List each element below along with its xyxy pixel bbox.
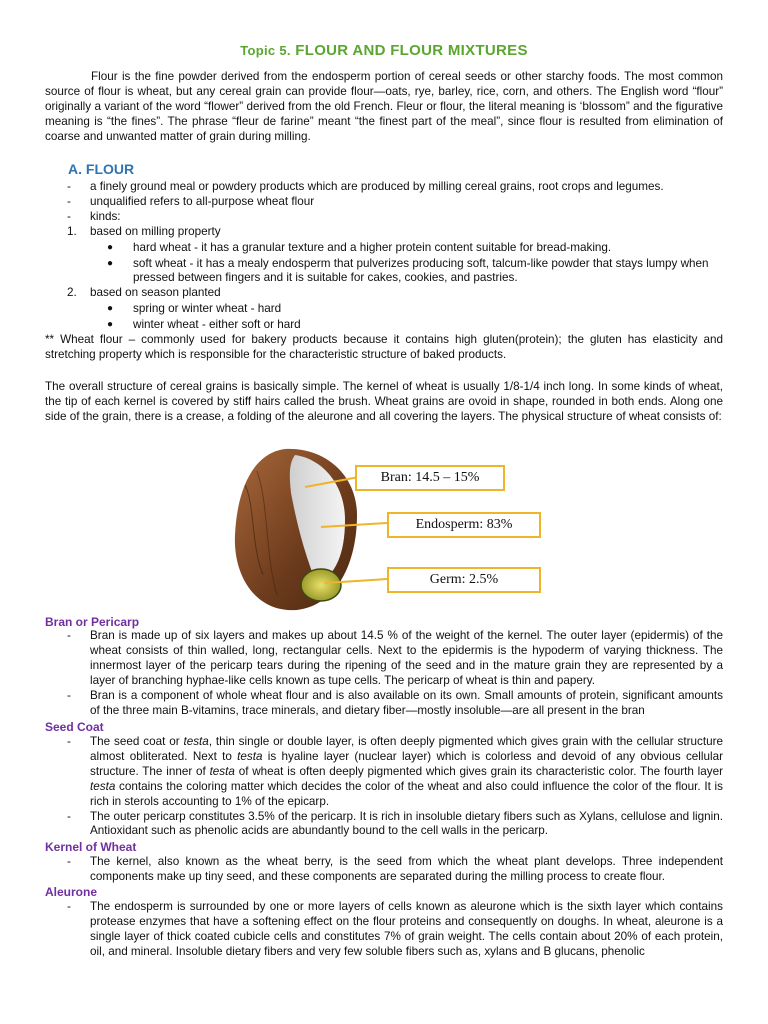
dash-marker: - xyxy=(67,735,71,748)
kernel-section-title: Kernel of Wheat xyxy=(45,840,137,854)
list-item: - The endosperm is surrounded by one or more layers of cells known as aleurone which is the sixth layer which contains protease enzymes that have a softening effect on the flour proteins and consequently on doughs. In wheat, aleurone is a single layer of thick coated cubicle cells and constitutes 7% of grain weight. The cells contain about 20% of each protein, oil, and mineral. Insoluble dietary fibers and very few soluble fibers such as, xylans and B glucans, phenolic xyxy=(67,900,723,958)
numbered-item: 1. based on milling property xyxy=(67,224,221,238)
bullet-icon: ● xyxy=(107,257,114,269)
item-number: 2. xyxy=(67,286,77,300)
dash-marker: - xyxy=(67,194,71,208)
wheat-flour-note: ** Wheat flour – commonly used for bakery products because it contains high gluten(protein); the gluten has elasticity and stretching property which is responsible for the characteristic structure of baked products. xyxy=(45,333,723,361)
section-a-heading: A. FLOUR xyxy=(68,161,135,177)
dash-marker: - xyxy=(67,629,71,642)
aleurone-list xyxy=(45,900,723,960)
dash-marker: - xyxy=(67,809,71,823)
bullet-icon: ● xyxy=(107,319,114,331)
sub-bullet-item: ● soft wheat - it has a mealy endosperm that pulverizes producing soft, talcum-like powder that stays lumpy when pressed between fingers and it is suitable for cakes, cookies, and pastries. xyxy=(107,256,709,285)
sub-bullet-item: ● hard wheat - it has a granular texture and a higher protein content suitable for bread-making. xyxy=(107,240,612,254)
list-item: - Bran is a component of whole wheat flour and is also available on its own. Small amounts of protein, significant amounts of the three main B-vitamins, trace minerals, and dietary fiber—mostly insoluble—are all present in the bran xyxy=(67,688,723,717)
list-item: - The kernel, also known as the wheat berry, is the seed from which the wheat plant develops. Three independent components make up tiny seed, and these components are separated during the milling process to create flour. xyxy=(67,855,723,883)
title-main: FLOUR AND FLOUR MIXTURES xyxy=(295,42,528,59)
kernel-list xyxy=(45,855,723,885)
list-item: - kinds: xyxy=(67,209,121,223)
germ-part xyxy=(301,569,341,601)
dash-marker: - xyxy=(67,688,71,702)
list-item: - The outer pericarp constitutes 3.5% of the pericarp. It is rich in insoluble dietary fibers such as Xylans, cellulose and lignin. Antioxidant such as phenolic acids are abundantly bound to the cell walls in the pericarp. xyxy=(67,809,723,838)
list-item: - The seed coat or testa, thin single or double layer, is often deeply pigmented which gives grain with the cellular structure almost obliterated. Next to testa is hyaline layer (nuclear layer) which is colorless and devoid of any obvious cellular structure. The inner of testa of wheat is often deeply pigmented which gives grain its characteristic color. The fourth layer testa contains the coloring matter which decides the color of the wheat and also could influence the color of the flour. It is rich in sterols accounting to 1% of the epicarp. xyxy=(67,735,723,808)
seed-coat-list xyxy=(45,735,723,839)
flour-list xyxy=(45,180,723,333)
bran-section-title: Bran or Pericarp xyxy=(45,615,140,629)
wheat-kernel-figure xyxy=(225,445,545,615)
aleurone-section-title: Aleurone xyxy=(45,885,98,899)
title-prefix: Topic 5. xyxy=(240,43,291,58)
dash-marker: - xyxy=(67,209,71,223)
sub-bullet-item: ● winter wheat - either soft or hard xyxy=(107,318,301,332)
seed-coat-section-title: Seed Coat xyxy=(45,720,104,734)
bullet-icon: ● xyxy=(107,241,114,253)
list-item: - a finely ground meal or powdery products which are produced by milling cereal grains, root crops and legumes. xyxy=(67,180,664,193)
dash-marker: - xyxy=(67,180,71,193)
endosperm-label: Endosperm: 83% xyxy=(387,512,541,538)
item-number: 1. xyxy=(67,224,77,238)
dash-marker: - xyxy=(67,855,71,868)
germ-label: Germ: 2.5% xyxy=(387,567,541,593)
structure-paragraph: The overall structure of cereal grains is basically simple. The kernel of wheat is usually 1/8-1/4 inch long. In some kinds of wheat, the tip of each kernel is covered by stiff hairs called the brush. Wheat grains are ovoid in shape, rounded in both ends. Along one side of the grain, there is a crease, a folding of the aleurone and all covering the layers. The physical structure of wheat consists of: xyxy=(45,380,723,423)
sub-bullet-item: ● spring or winter wheat - hard xyxy=(107,302,282,316)
intro-paragraph: Flour is the fine powder derived from the endosperm portion of cereal seeds or other starchy foods. The most common source of flour is wheat, but any cereal grain can provide flour—oats, rye, barley, rice, corn, and others. The English word “flour” originally a variant of the word “flower” derived from the old French. Fleur or flour, the literal meaning is ‘blossom” and the figurative meaning is “the fines”. The phrase “fleur de farine” meant “the finest part of the meal”, since flour is resulted from elimination of coarse and unwanted matter of grain during milling. xyxy=(45,70,723,143)
dash-marker: - xyxy=(67,900,71,913)
bullet-icon: ● xyxy=(107,303,114,315)
list-item: - Bran is made up of six layers and makes up about 14.5 % of the weight of the kernel. The outer layer (epidermis) of the wheat consists of thin walled, long, rectangular cells. Next to the epidermis is the hypoderm of varying thickness. The innermost layer of the pericarp tears during the ripening of the seed and in the mature grain they are represented by a layer of branching hyphae-like cells known as tupe cells. The pericarp of wheat is thin and papery. xyxy=(67,629,723,687)
bran-label: Bran: 14.5 – 15% xyxy=(355,465,505,491)
page-title xyxy=(0,44,768,59)
bran-list xyxy=(45,629,723,718)
list-item: - unqualified refers to all-purpose wheat flour xyxy=(67,194,315,208)
numbered-item: 2. based on season planted xyxy=(67,286,221,300)
